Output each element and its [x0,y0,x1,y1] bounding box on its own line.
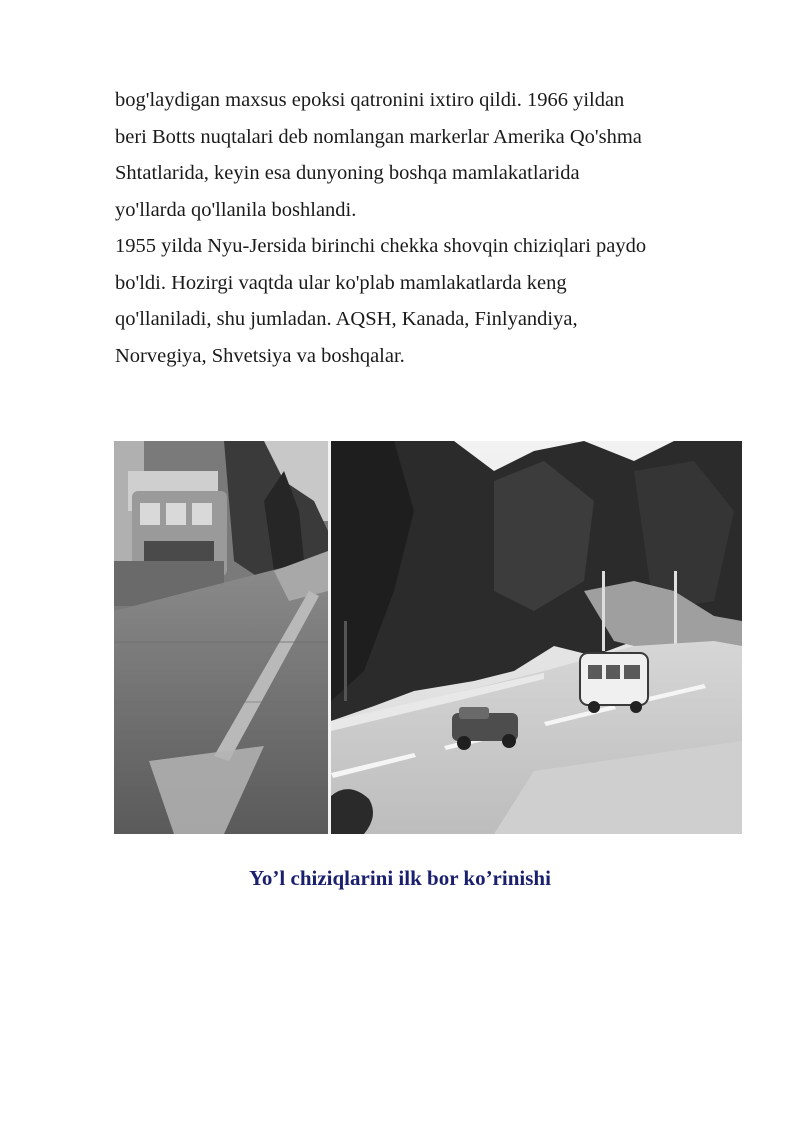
panel-divider [328,441,331,834]
text-line: beri Botts nuqtalari deb nomlangan markerlar Amerika Qo'shma [115,125,642,148]
vintage-bus-illustration [580,653,648,713]
text-line: Shtatlarida, keyin esa dunyoning boshqa mamlakatlarida [115,162,580,184]
text-line: 1955 yilda Nyu-Jersida birinchi chekka shovqin chiziqlari paydo [115,235,647,257]
historic-road-marking-photo [114,441,742,834]
text-line: yo'llarda qo'llanila boshlandi. [115,198,357,221]
text-line: bo'ldi. Hozirgi vaqtda ular ko'plab mamlakatlarda keng [115,271,567,294]
body-text [115,82,765,374]
figure-caption: Yo’l chiziqlarini ilk bor ko’rinishi [249,866,551,890]
text-line: bog'laydigan maxsus epoksi qatronini ixtiro qildi. 1966 yildan [115,89,625,111]
text-line: qo'llaniladi, shu jumladan. AQSH, Kanada, Finlyandiya, [115,308,578,330]
left-photo-panel [114,441,328,834]
text-line: Norvegiya, Shvetsiya va boshqalar. [115,344,405,367]
right-photo-panel [331,441,742,834]
